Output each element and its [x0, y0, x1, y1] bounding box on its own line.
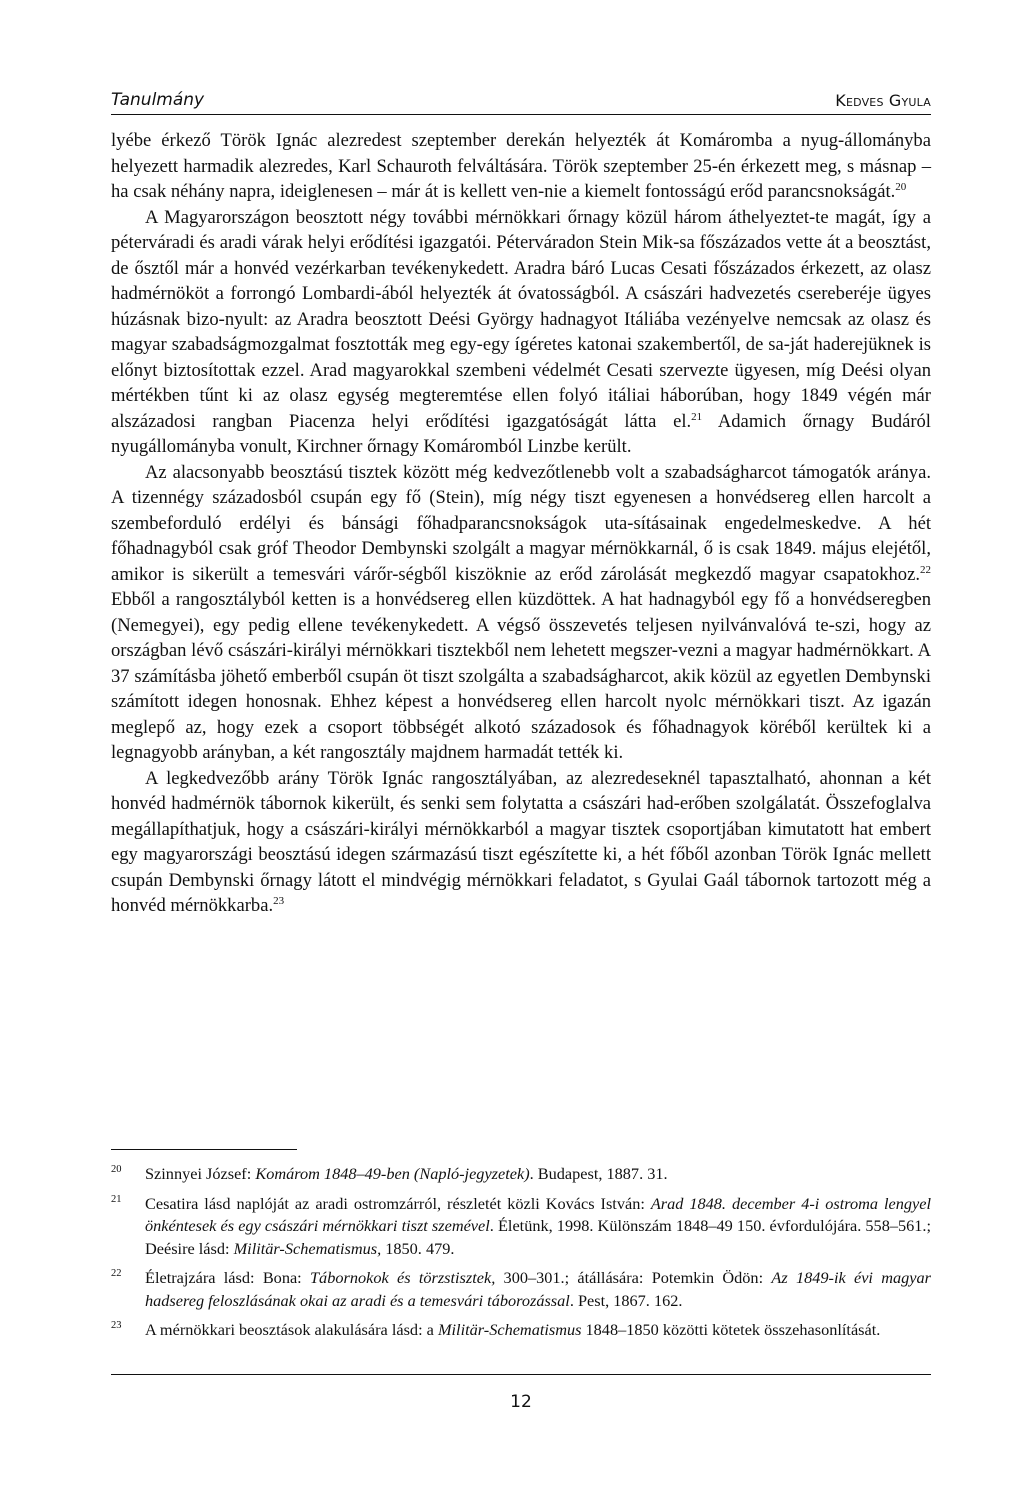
paragraph: A Magyarországon beosztott négy további mérnökkari őrnagy közül három áthelyeztet-te magát, így a péterváradi és aradi várak helyi erődítési igazgatói. Péterváradon Stein Mik-sa főszázados vette át a beosztást, de ősztől már a honvéd vezérkarban tevékenykedett. Aradra báró Lucas Cesati főszázados érkezett, az olasz hadmérnököt a forrongó Lombardi-ából helyezték át óvatosságból. A császári hadvezetés csereberéje ügyes húzásnak bizo-nyult: az Aradra beosztott Deési György hadnagyot Itáliába vezényelve nemcsak az olasz és magyar szabadságmozgalmat fosztották meg egy-egy ígéretes katonai szakembertől, de sa-ját haderejüknek is előnyt biztosítottak ezzel. Arad magyarokkal szembeni védelmét Cesati szervezte ügyesen, míg Deési olyan mértékben tűnt ki az olasz egység megteremtése ellen folyó itáliai háborúban, hogy 1849 végén már alszázadosi rangban Piacenza helyi erődítési igazgatóságát látta el.$^{21}$ Adamich őrnagy Budáról nyugállományba vonult, Kirchner őrnagy Komáromból Linzbe került. — [111, 206, 931, 457]
running-head-section: Tanulmány — [111, 90, 205, 110]
paragraph: lyébe érkező Török Ignác alezredest szeptember derekán helyezték át Komáromba a nyug-állományba helyezett harmadik alezredes, Karl Schauroth felváltására. Török szeptember 25-én érkezett meg, s másnap – ha csak néhány napra, ideiglenesen – már át is kellett ven-nie a kiemelt fontosságú erőd parancsnokságát.$^{20}$ — [111, 130, 931, 202]
footnotes — [111, 1163, 931, 1349]
footnote: 22 Életrajzára lásd: Bona: Tábornokok és törzstisztek, 300–301.; átállására: Potemkin Ödön: Az 1849-ik évi magyar hadsereg feloszlásának okai az aradi és a temesvári táborozással. Pest, 1867. 162. — [111, 1267, 931, 1312]
footnote-ref[interactable]: 22 — [920, 563, 931, 576]
footnote-number: 23 — [111, 1320, 122, 1331]
paragraph: A legkedvezőbb arány Török Ignác rangosztályában, az alezredeseknél tapasztalható, ahonnan a két honvéd hadmérnök tábornok kikerült, és senki sem folytatta a császári had-erőben szolgálatát. Összefoglalva megállapíthatjuk, hogy a császári-királyi mérnökkarból a magyar tisztek csoportjában kimutatott hat embert egy magyarországi beosztású idegen származású tiszt egészítette ki, a hét főből azonban Török Ignác mellett csupán Dembynski őrnagy látott el mindvégig mérnökkari feladatot, s Gyulai Gaál tábornok tartozott még a honvéd mérnökkarba.$^{23}$ — [111, 767, 931, 916]
paragraph: Az alacsonyabb beosztású tisztek között még kedvezőtlenebb volt a szabadságharcot támogatók aránya. A tizennégy századosból csupán egy fő (Stein), míg négy tiszt egyenesen a honvédsereg ellen harcolt a szembeforduló erdélyi és bánsági főhadparancsnokságok uta-sításainak engedelmeskedve. A hét főhadnagyból csak gróf Theodor Dembynski szolgált a magyar mérnökkarnál, ő is csak 1849. május elejétől, amikor is sikerült a temesvári várőr-ségből kiszöknie az erőd zárolását megkezdő magyar csapatokhoz.$^{22}$ Ebből a rangosztályból ketten is a honvédsereg ellen küzdöttek. A hat hadnagyból egy fő a honvédseregben (Nemegyei), egy pedig ellene tevékenykedett. A végső összevetés teljesen nyilvánvalóvá te-szi, hogy az országban lévő császári-királyi mérnökkari tisztekből nem lehetett megszer-vezni a magyar hadmérnökkart. A 37 számításba jöhető emberből csupán öt tiszt szolgálta a szabadságharcot, akik közül az egyetlen Dembynski számított idegen honosnak. Ehhez képest a honvédsereg ellen harcolt nyolc mérnökkari tiszt. Az igazán meglepő az, hogy ezek a csoport többségét alkotó századosok és főhadnagyok köréből kerültek ki a legnagyobb arányban, a két rangosztály majdnem harmadát tették ki. — [111, 461, 931, 763]
footnote-number: 21 — [111, 1193, 122, 1205]
running-head-author: Kedves Gyula — [835, 91, 931, 110]
footnote-ref[interactable]: 20 — [895, 180, 907, 193]
footnote-separator — [111, 1149, 297, 1150]
footnote-number: 20 — [111, 1164, 122, 1175]
running-head — [111, 86, 931, 115]
footnote: 20 Szinnyei József: Komárom 1848–49-ben (Napló-jegyzetek). Budapest, 1887. 31. — [111, 1163, 931, 1186]
footnote: 21 Cesatira lásd naplóját az aradi ostromzárról, részletét közli Kovács István: Arad 1848. december 4-i ostroma lengyel önkéntesek és egy császári mérnökkari tiszt szemével. Életünk, 1998. Különszám 1848–49 150. évfordulójára. 558–561.; Deésire lásd: Militär-Schematismus, 1850. 479. — [111, 1193, 931, 1261]
page-number: 12 — [510, 1392, 532, 1412]
footnote-number: 22 — [111, 1268, 122, 1279]
footnote-ref[interactable]: 21 — [691, 410, 703, 423]
bottom-rule — [111, 1374, 931, 1375]
footnote-ref[interactable]: 23 — [273, 894, 285, 907]
footnote: 23 A mérnökkari beosztások alakulására lásd: a Militär-Schematismus 1848–1850 közötti kötetek összehasonlítását. — [111, 1319, 931, 1342]
body-text — [111, 128, 931, 919]
